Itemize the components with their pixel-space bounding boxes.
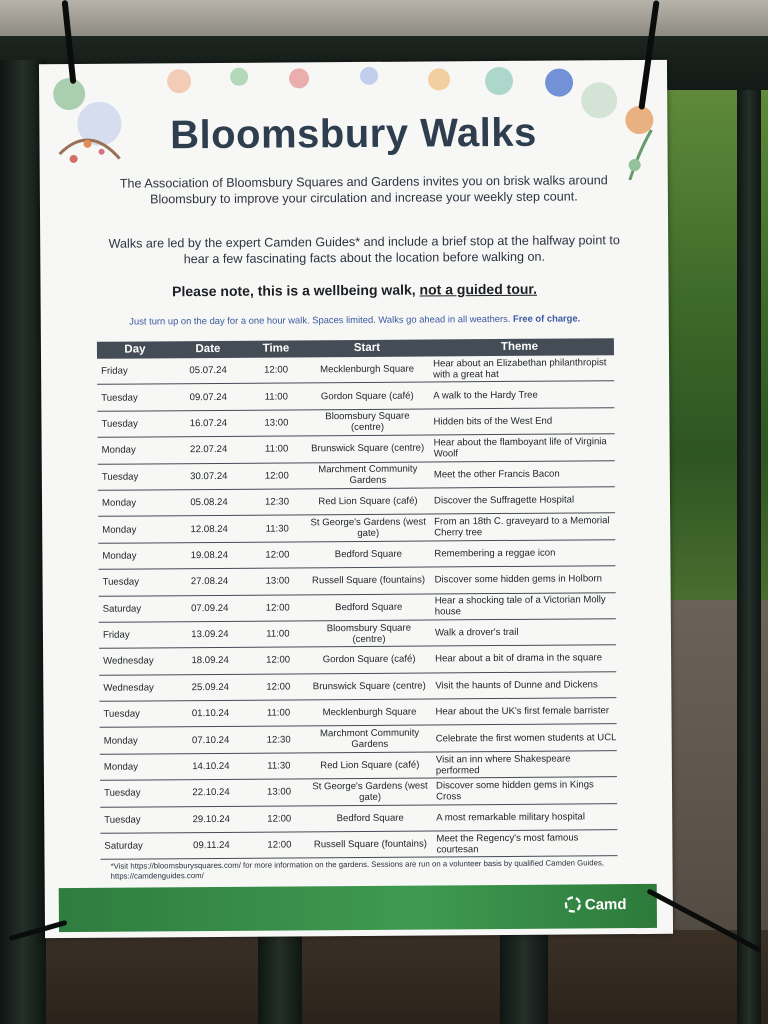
cell-theme: Hear about an Elizabethan philanthropist with a great hat [433, 356, 607, 381]
table-row [99, 593, 616, 623]
cell-day: Tuesday [102, 576, 140, 589]
cell-theme: Hear about the flamboyant life of Virginia Woolf [433, 436, 607, 460]
table-row [97, 382, 614, 412]
cell-theme: Meet the other Francis Bacon [433, 468, 560, 481]
cell-start: Bedford Square [335, 601, 403, 613]
cell-date: 09.11.24 [193, 840, 230, 852]
cell-date: 13.09.24 [191, 628, 229, 641]
cell-start: St George's Gardens (west gate) [312, 780, 428, 803]
cell-time: 12:00 [265, 602, 290, 614]
cell-date: 27.08.24 [190, 576, 229, 588]
table-row [98, 461, 615, 491]
cell-time: 12:00 [264, 364, 289, 376]
camden-logo-text: Camd [584, 896, 627, 914]
table-row [98, 540, 615, 570]
table-row [99, 619, 616, 649]
cell-date: 29.10.24 [192, 813, 230, 825]
cell-time: 13:00 [266, 786, 292, 799]
header-theme: Theme [500, 340, 539, 353]
table-body [97, 355, 617, 860]
cell-start: Russell Square (fountains) [312, 574, 426, 587]
cell-theme: Celebrate the first women students at UCL [435, 731, 617, 745]
cell-theme: Visit the haunts of Dunne and Dickens [435, 679, 598, 692]
railing-bar-bottom-1 [258, 930, 302, 1024]
cell-time: 11:00 [266, 707, 291, 719]
cell-start: Brunswick Square (centre) [311, 442, 425, 455]
cell-time: 11:30 [267, 760, 291, 772]
table-row [97, 355, 614, 385]
cell-time: 12:00 [267, 813, 292, 825]
cell-start: Bedford Square [334, 548, 403, 561]
table-row [98, 514, 615, 544]
table-row [100, 830, 617, 860]
cell-theme: Hear about the UK's first female barrister [435, 705, 610, 718]
cell-day: Tuesday [101, 418, 138, 430]
table-row [100, 777, 617, 807]
info-text: Just turn up on the day for a one hour walk. Spaces limited. Walks go ahead in all weathers. [129, 312, 514, 327]
cell-day: Tuesday [101, 392, 138, 404]
cell-day: Tuesday [104, 814, 141, 826]
cell-day: Monday [102, 524, 137, 536]
cell-start: Bloomsbury Square (centre) [326, 622, 412, 645]
cell-start: Mecklenburgh Square [322, 706, 417, 719]
cell-theme: Remembering a reggae icon [434, 547, 556, 560]
note-prefix: Please note, this is a wellbeing walk, [172, 281, 420, 300]
cell-theme: A walk to the Hardy Tree [433, 389, 538, 402]
cell-theme: Walk a drover's trail [434, 626, 519, 639]
cell-theme: Hear about a bit of drama in the square [435, 652, 603, 665]
table-row [100, 725, 617, 755]
cell-start: Red Lion Square (café) [320, 759, 420, 772]
cell-day: Monday [102, 550, 137, 562]
cell-time: 12:00 [264, 470, 289, 482]
cell-day: Tuesday [101, 471, 139, 483]
cell-time: 12:00 [265, 549, 290, 561]
cell-start: Marchment Community Gardens [318, 463, 418, 487]
cell-theme: A most remarkable military hospital [436, 811, 586, 824]
cell-time: 12:00 [266, 681, 291, 693]
camden-logo-icon [565, 896, 581, 912]
cell-theme: Hidden bits of the West End [433, 415, 553, 428]
cell-date: 05.08.24 [190, 497, 228, 509]
cell-start: Bloomsbury Square (centre) [325, 411, 410, 434]
cell-day: Friday [102, 629, 130, 641]
cell-start: Marchmont Community Gardens [320, 727, 420, 751]
wellbeing-note [40, 280, 668, 300]
cell-time: 13:00 [264, 417, 289, 429]
cell-start: Mecklenburgh Square [320, 363, 415, 376]
cell-date: 30.07.24 [190, 470, 228, 482]
cell-date: 16.07.24 [189, 417, 228, 430]
ground [0, 930, 768, 1024]
cell-time: 11:30 [265, 523, 289, 535]
cell-day: Friday [101, 365, 128, 377]
cell-date: 09.07.24 [189, 391, 227, 403]
cell-start: Brunswick Square (centre) [312, 680, 426, 693]
table-row [98, 566, 615, 596]
cell-date: 07.10.24 [191, 734, 230, 746]
header-time: Time [262, 342, 290, 355]
railing-bar-right [737, 90, 761, 1024]
footnote: *Visit https://bloomsburysquares.com/ for more information on the gardens. Sessions are run on a volunteer basis by qualified Camden Guides, https://camdenguides.com/ [110, 858, 605, 881]
table-row [98, 434, 615, 464]
cell-theme: Visit an inn where Shakespeare performed [435, 753, 571, 776]
cell-day: Monday [101, 497, 137, 509]
table-row [99, 698, 616, 728]
header-day: Day [124, 343, 146, 356]
cell-time: 11:00 [266, 628, 290, 640]
table-row [98, 487, 615, 517]
cell-time: 12:00 [267, 839, 292, 851]
table-row [100, 751, 617, 781]
cell-date: 25.09.24 [191, 681, 230, 694]
cell-day: Saturday [102, 603, 142, 615]
cell-theme: Hear a shocking tale of a Victorian Molly house [434, 594, 606, 618]
table-row [97, 408, 614, 438]
table-row [99, 672, 616, 702]
table-row [100, 804, 617, 834]
cell-date: 05.07.24 [189, 365, 227, 377]
cell-date: 12.08.24 [190, 523, 228, 535]
cell-day: Tuesday [103, 708, 140, 721]
cell-time: 13:00 [265, 575, 290, 587]
cell-date: 01.10.24 [191, 708, 230, 720]
cell-date: 22.10.24 [192, 787, 230, 799]
cell-day: Saturday [104, 840, 143, 852]
camden-logo [565, 896, 627, 913]
cell-day: Monday [103, 761, 139, 773]
cell-time: 12:30 [266, 734, 291, 746]
cell-start: Russell Square (fountains) [313, 838, 427, 851]
cell-start: Bedford Square [336, 812, 404, 824]
header-start: Start [353, 341, 381, 355]
info-line [41, 312, 669, 327]
cell-time: 12:00 [266, 654, 291, 667]
cell-date: 14.10.24 [192, 760, 230, 773]
cell-start: Red Lion Square (café) [318, 495, 418, 508]
note-emphasis: not a guided tour. [419, 280, 538, 298]
cell-theme: Discover some hidden gems in Holborn [434, 573, 603, 586]
walks-table [97, 338, 618, 860]
cell-date: 07.09.24 [191, 602, 229, 614]
cell-date: 22.07.24 [189, 444, 228, 456]
cell-start: Gordon Square (café) [320, 390, 414, 402]
cell-theme: Meet the Regency's most famous courtesan [436, 832, 579, 856]
poster [39, 60, 673, 938]
cell-start: St George's Gardens (west gate) [310, 516, 426, 540]
guides-paragraph: Walks are led by the expert Camden Guides* and include a brief stop at the halfway point to hear a few fascinating facts about the location before walking on. [108, 233, 620, 267]
free-of-charge: Free of charge. [512, 312, 581, 324]
cell-theme: From an 18th C. graveyard to a Memorial Cherry tree [434, 515, 610, 539]
cell-day: Monday [101, 444, 136, 457]
cell-time: 11:00 [264, 391, 288, 403]
table-header [97, 338, 614, 359]
header-date: Date [195, 342, 221, 356]
cell-date: 18.09.24 [191, 655, 229, 667]
table-row [99, 645, 616, 675]
railing-bar-bottom-2 [500, 930, 548, 1024]
poster-title: Bloomsbury Walks [170, 110, 537, 158]
cell-day: Wednesday [103, 682, 154, 694]
cell-time: 12:30 [264, 496, 290, 508]
cell-theme: Discover the Suffragette Hospital [433, 494, 575, 507]
cell-time: 11:00 [264, 443, 289, 455]
intro-paragraph: The Association of Bloomsbury Squares and Gardens invites you on brisk walks around Bloomsbury to improve your circulation and increase your weekly step count. [119, 173, 608, 207]
cell-day: Tuesday [104, 787, 141, 800]
cell-day: Wednesday [103, 655, 154, 668]
cell-start: Gordon Square (café) [322, 654, 416, 666]
cell-day: Monday [103, 735, 138, 747]
cell-date: 19.08.24 [190, 549, 229, 562]
cell-theme: Discover some hidden gems in Kings Cross [435, 779, 594, 803]
